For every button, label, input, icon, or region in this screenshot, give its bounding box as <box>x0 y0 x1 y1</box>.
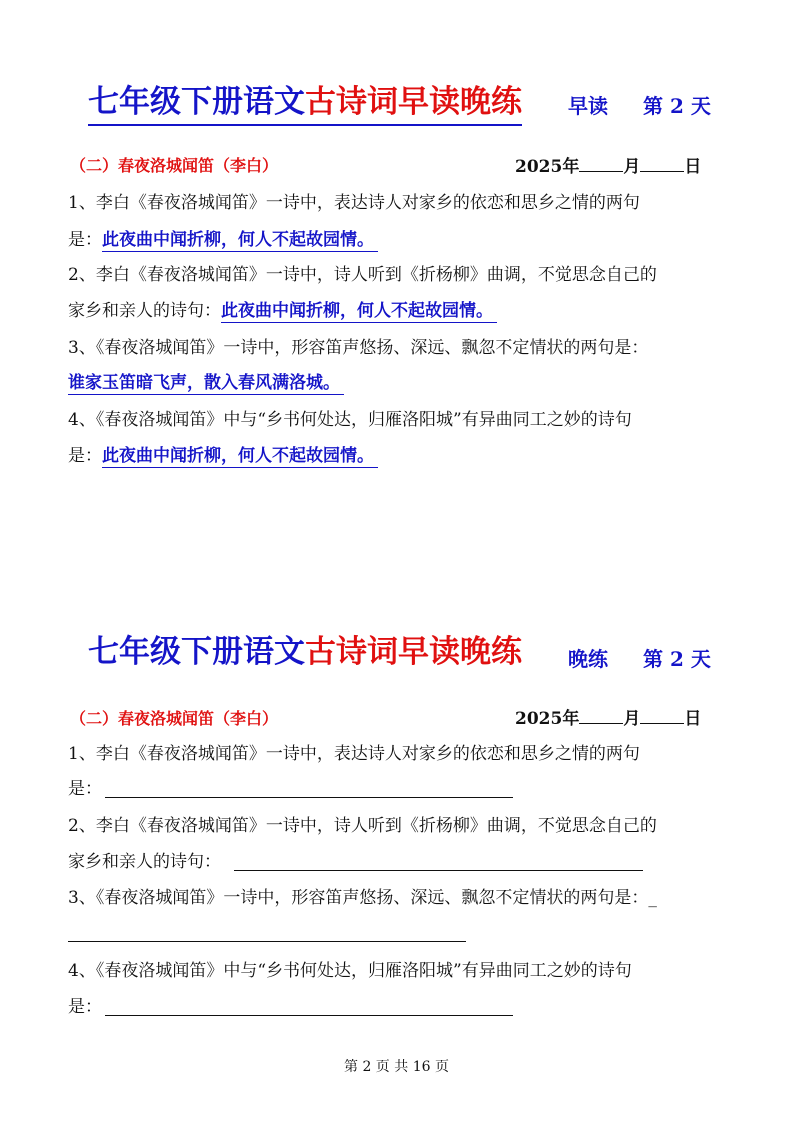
morning-q3-line2 <box>68 373 344 393</box>
morning-section-heading: （二）春夜洛城闻笛（李白） <box>70 156 279 175</box>
evening-date-month: 月 <box>623 709 641 729</box>
morning-date-month-blank[interactable] <box>579 159 623 172</box>
morning-q4-line1: 4、《春夜洛城闻笛》中与“乡书何处达，归雁洛阳城”有异曲同工之妙的诗句 <box>68 410 632 430</box>
evening-q2-prefix: 家乡和亲人的诗句： <box>68 852 221 872</box>
morning-day: 第 2 天 <box>643 94 711 118</box>
page-footer: 第 2 页 共 16 页 <box>344 1059 449 1075</box>
evening-date <box>515 704 701 729</box>
morning-tag: 早读 <box>568 94 608 118</box>
evening-date-day-blank[interactable] <box>640 711 684 724</box>
morning-title-underline <box>88 124 522 126</box>
morning-date-day: 日 <box>684 157 702 177</box>
evening-q4-prefix: 是： <box>68 997 102 1017</box>
morning-q4-answer: 此夜曲中闻折柳，何人不起故园情。 <box>102 446 378 468</box>
evening-q1-line1: 1、李白《春夜洛城闻笛》一诗中，表达诗人对家乡的依恋和思乡之情的两句 <box>68 744 640 764</box>
morning-q1-prefix: 是： <box>68 230 102 250</box>
morning-q4-prefix: 是： <box>68 446 102 466</box>
morning-date-day-blank[interactable] <box>640 159 684 172</box>
morning-q1-answer: 此夜曲中闻折柳，何人不起故园情。 <box>102 230 378 252</box>
evening-date-year: 2025年 <box>515 709 580 729</box>
morning-q3-line1: 3、《春夜洛城闻笛》一诗中，形容笛声悠扬、深远、飘忽不定情状的两句是： <box>68 338 649 358</box>
evening-q1-prefix: 是： <box>68 779 102 799</box>
morning-title-blue: 七年级下册语文 <box>88 84 305 120</box>
evening-title-blue: 七年级下册语文 <box>88 634 305 670</box>
evening-q2-line1: 2、李白《春夜洛城闻笛》一诗中，诗人听到《折杨柳》曲调，不觉思念自己的 <box>68 816 657 836</box>
morning-q4-line2 <box>68 446 378 466</box>
morning-q1-line1: 1、李白《春夜洛城闻笛》一诗中，表达诗人对家乡的依恋和思乡之情的两句 <box>68 193 640 213</box>
evening-section-heading: （二）春夜洛城闻笛（李白） <box>70 709 279 728</box>
morning-q3-answer: 谁家玉笛暗飞声，散入春风满洛城。 <box>68 373 344 395</box>
morning-title-red: 古诗词早读晚练 <box>305 84 522 120</box>
morning-q2-line1: 2、李白《春夜洛城闻笛》一诗中，诗人听到《折杨柳》曲调，不觉思念自己的 <box>68 265 657 285</box>
morning-q2-answer: 此夜曲中闻折柳，何人不起故园情。 <box>221 301 497 323</box>
evening-day: 第 2 天 <box>643 647 711 671</box>
morning-q1-line2 <box>68 230 378 250</box>
evening-date-day: 日 <box>684 709 702 729</box>
morning-q2-prefix: 家乡和亲人的诗句： <box>68 301 221 321</box>
evening-tag: 晚练 <box>568 647 608 671</box>
morning-date <box>515 152 701 177</box>
evening-q2-answer-line[interactable] <box>234 870 643 871</box>
morning-title <box>88 82 522 122</box>
morning-date-year: 2025年 <box>515 157 580 177</box>
morning-q2-line2 <box>68 301 497 321</box>
evening-date-month-blank[interactable] <box>579 711 623 724</box>
evening-q3-answer-line[interactable] <box>68 941 466 942</box>
evening-q1-answer-line[interactable] <box>105 797 513 798</box>
evening-q4-line1: 4、《春夜洛城闻笛》中与“乡书何处达，归雁洛阳城”有异曲同工之妙的诗句 <box>68 961 632 981</box>
evening-q3-line1: 3、《春夜洛城闻笛》一诗中，形容笛声悠扬、深远、飘忽不定情状的两句是：_ <box>68 888 657 908</box>
evening-title-red: 古诗词早读晚练 <box>305 634 522 670</box>
morning-date-month: 月 <box>623 157 641 177</box>
evening-q4-answer-line[interactable] <box>105 1015 513 1016</box>
evening-title <box>88 632 522 672</box>
